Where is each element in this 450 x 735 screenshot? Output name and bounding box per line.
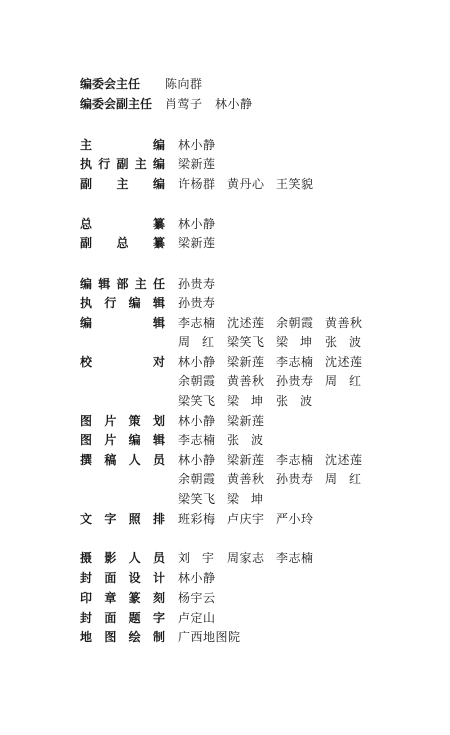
credit-title: 摄影人员 xyxy=(80,551,165,565)
credit-name: 孙贵寿 xyxy=(178,277,216,291)
credit-title: 封面题字 xyxy=(80,611,165,625)
credit-title: 地图绘制 xyxy=(80,630,165,644)
credit-name: 黄善秋 xyxy=(227,374,265,388)
credit-title: 执行编辑 xyxy=(80,296,165,310)
credit-name: 李志楠 xyxy=(276,453,314,467)
credit-title: 编委会主任 xyxy=(80,77,141,91)
credit-title: 总纂 xyxy=(80,217,165,231)
credit-name: 余朝霞 xyxy=(178,374,216,388)
credit-row-writers-cont2 xyxy=(0,490,450,508)
credit-title: 编辑部主任 xyxy=(80,277,165,291)
credit-row-map-drawing xyxy=(0,628,450,646)
credit-row-cover-design xyxy=(0,569,450,587)
credit-row-editors xyxy=(0,314,450,332)
credit-name: 林小静 xyxy=(178,355,216,369)
credit-name: 林小静 xyxy=(215,97,253,111)
credit-row-writers-cont xyxy=(0,470,450,488)
credit-row-deputy-compiler xyxy=(0,234,450,252)
credit-name: 梁坤 xyxy=(227,394,276,408)
credit-row-photo-planning xyxy=(0,412,450,430)
credit-name: 梁新莲 xyxy=(227,414,265,428)
credit-name: 张波 xyxy=(276,394,325,408)
credit-row-general-compiler xyxy=(0,215,450,233)
credit-name: 余朝霞 xyxy=(178,472,216,486)
credit-name: 梁笑飞 xyxy=(178,394,216,408)
credit-name: 李志楠 xyxy=(178,433,216,447)
credit-name: 肖莺子 xyxy=(165,97,203,111)
credit-name: 陈向群 xyxy=(165,77,203,91)
credit-name: 梁新莲 xyxy=(227,453,265,467)
credit-title: 执行副主编 xyxy=(80,157,165,171)
credit-title: 封面设计 xyxy=(80,571,165,585)
credit-name: 余朝霞 xyxy=(276,316,314,330)
credit-row-photographers xyxy=(0,549,450,567)
credit-title: 印章篆刻 xyxy=(80,591,165,605)
credit-title: 主编 xyxy=(80,138,165,152)
credit-row-committee-deputy xyxy=(0,95,450,113)
credit-name: 周红 xyxy=(325,374,374,388)
credit-title: 图片策划 xyxy=(80,414,165,428)
credit-name: 李志楠 xyxy=(276,551,314,565)
credit-name: 梁坤 xyxy=(276,335,325,349)
credit-name: 林小静 xyxy=(178,571,216,585)
credit-name: 孙贵寿 xyxy=(178,296,216,310)
credit-title: 副主编 xyxy=(80,177,165,191)
credit-name: 林小静 xyxy=(178,217,216,231)
credit-name: 许杨群 xyxy=(178,177,216,191)
credit-title: 校对 xyxy=(80,355,165,369)
credit-name: 杨宇云 xyxy=(178,591,216,605)
credit-name: 卢庆宇 xyxy=(227,512,265,526)
credit-title: 文字照排 xyxy=(80,512,165,526)
credit-row-chief-editor xyxy=(0,136,450,154)
credit-name: 李志楠 xyxy=(178,316,216,330)
credit-row-proofreaders xyxy=(0,353,450,371)
credit-row-executive-deputy-editor xyxy=(0,155,450,173)
credit-name: 李志楠 xyxy=(276,355,314,369)
credit-name: 林小静 xyxy=(178,138,216,152)
credit-name: 孙贵寿 xyxy=(276,472,314,486)
credit-name: 班彩梅 xyxy=(178,512,216,526)
credit-title: 副总纂 xyxy=(80,236,165,250)
credit-name: 王笑貌 xyxy=(276,177,314,191)
credit-row-committee-director xyxy=(0,75,450,93)
credit-name: 黄丹心 xyxy=(227,177,265,191)
credit-row-deputy-editor xyxy=(0,175,450,193)
credit-name: 孙贵寿 xyxy=(276,374,314,388)
credit-row-writers xyxy=(0,451,450,469)
credit-name: 卢定山 xyxy=(178,611,216,625)
credit-name: 沈述莲 xyxy=(227,316,265,330)
credit-name: 沈述莲 xyxy=(325,355,363,369)
credit-name: 周红 xyxy=(325,472,374,486)
credit-name: 梁新莲 xyxy=(178,236,216,250)
credit-name: 梁新莲 xyxy=(178,157,216,171)
credit-title: 编委会副主任 xyxy=(80,97,153,111)
credit-name: 梁笑飞 xyxy=(227,335,265,349)
credit-row-proofreaders-cont2 xyxy=(0,392,450,410)
credit-name: 黄善秋 xyxy=(325,316,363,330)
credit-name: 严小玲 xyxy=(276,512,314,526)
credit-name: 沈述莲 xyxy=(325,453,363,467)
credit-row-editorial-director xyxy=(0,275,450,293)
credit-name: 林小静 xyxy=(178,453,216,467)
credit-name: 梁坤 xyxy=(227,492,276,506)
credit-title: 图片编辑 xyxy=(80,433,165,447)
credit-name: 张波 xyxy=(227,433,276,447)
credit-name: 周红 xyxy=(178,335,227,349)
credit-row-cover-calligraphy xyxy=(0,609,450,627)
credit-row-editors-cont xyxy=(0,333,450,351)
credit-name: 刘宇 xyxy=(178,551,227,565)
credit-row-seal-carving xyxy=(0,589,450,607)
credit-name: 黄善秋 xyxy=(227,472,265,486)
credit-name: 张波 xyxy=(325,335,374,349)
credit-name: 梁新莲 xyxy=(227,355,265,369)
credit-name: 周家志 xyxy=(227,551,265,565)
credit-name: 梁笑飞 xyxy=(178,492,216,506)
credit-row-typesetting xyxy=(0,510,450,528)
credit-row-executive-editor xyxy=(0,294,450,312)
credit-name: 林小静 xyxy=(178,414,216,428)
credit-row-proofreaders-cont xyxy=(0,372,450,390)
credit-name: 广西地图院 xyxy=(178,630,241,644)
credit-row-photo-editor xyxy=(0,431,450,449)
credit-title: 编辑 xyxy=(80,316,165,330)
credit-title: 撰稿人员 xyxy=(80,453,165,467)
